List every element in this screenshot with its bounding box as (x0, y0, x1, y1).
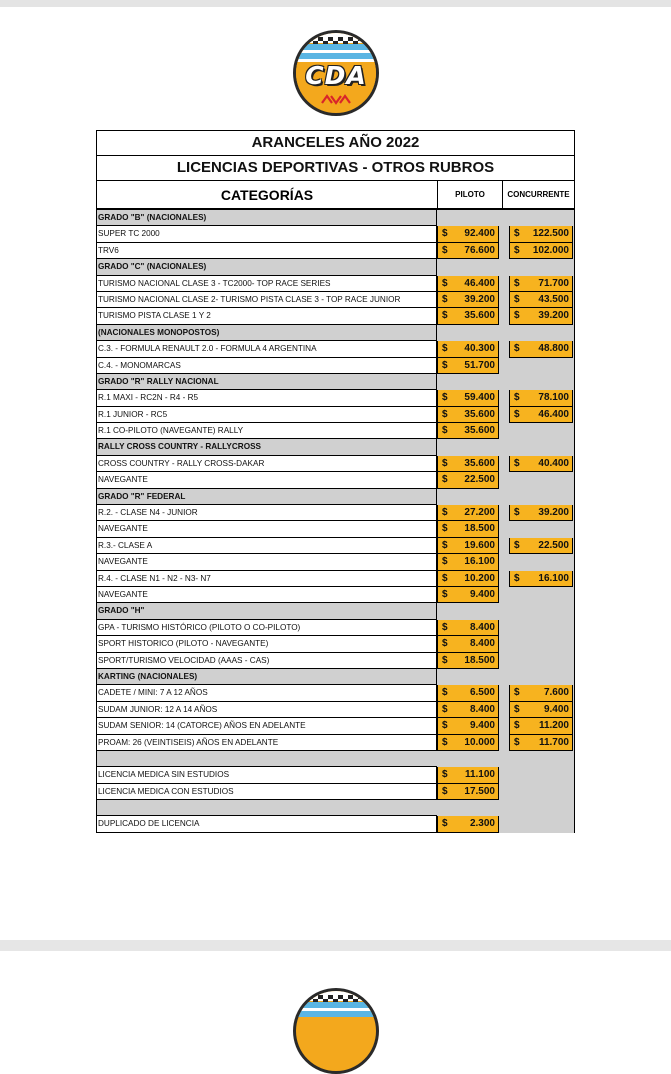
concurrente-fee-cell (509, 292, 573, 308)
currency-symbol: $ (514, 687, 520, 699)
section-header-label: (NACIONALES MONOPOSTOS) (97, 325, 437, 341)
concurrente-fee-cell (509, 423, 573, 439)
title-block (96, 130, 575, 210)
category-cell: LICENCIA MEDICA SIN ESTUDIOS (97, 767, 437, 783)
piloto-fee-cell (437, 735, 499, 751)
category-cell (97, 800, 437, 816)
concurrente-fee-value: 16.100 (538, 572, 569, 584)
table-row (97, 390, 574, 406)
category-cell: TURISMO PISTA CLASE 1 Y 2 (97, 308, 437, 324)
currency-symbol: $ (442, 507, 448, 519)
column-headers (97, 181, 574, 210)
currency-symbol: $ (514, 277, 520, 289)
table-row (97, 423, 574, 439)
category-cell: PROAM: 26 (VEINTISEIS) AÑOS EN ADELANTE (97, 735, 437, 751)
piloto-fee-cell (437, 489, 499, 505)
piloto-fee-value: 10.000 (464, 736, 495, 748)
concurrente-fee-cell (509, 620, 573, 636)
table-row (97, 292, 574, 308)
piloto-fee-cell (437, 390, 499, 406)
piloto-fee-cell (437, 439, 499, 455)
piloto-fee-cell (437, 521, 499, 537)
concurrente-fee-cell (509, 718, 573, 734)
currency-symbol: $ (442, 359, 448, 371)
table-row (97, 358, 574, 374)
currency-symbol: $ (442, 736, 448, 748)
concurrente-fee-cell (509, 816, 573, 832)
piloto-fee-cell (437, 767, 499, 783)
concurrente-fee-cell (509, 210, 573, 226)
cda-logo-text: CDA (305, 61, 367, 90)
piloto-fee-cell (437, 243, 499, 259)
table-row (97, 341, 574, 357)
piloto-fee-cell (437, 456, 499, 472)
currency-symbol: $ (442, 539, 448, 551)
currency-symbol: $ (514, 408, 520, 420)
table-row (97, 456, 574, 472)
currency-symbol: $ (442, 621, 448, 633)
table-row (97, 653, 574, 669)
piloto-fee-cell (437, 259, 499, 275)
currency-symbol: $ (514, 392, 520, 404)
piloto-fee-cell (437, 653, 499, 669)
table-row (97, 702, 574, 718)
table-row (97, 571, 574, 587)
category-cell: R.3.- CLASE A (97, 538, 437, 554)
piloto-fee-cell (437, 685, 499, 701)
category-cell: SPORT/TURISMO VELOCIDAD (AAAS - CAS) (97, 653, 437, 669)
section-header-label: KARTING (NACIONALES) (97, 669, 437, 685)
concurrente-fee-cell (509, 276, 573, 292)
category-cell: TRV6 (97, 243, 437, 259)
section-header-row (97, 374, 574, 390)
piloto-fee-value: 8.400 (469, 638, 495, 650)
currency-symbol: $ (442, 408, 448, 420)
section-header-label: GRADO "H" (97, 603, 437, 619)
currency-symbol: $ (442, 572, 448, 584)
currency-symbol: $ (442, 310, 448, 322)
currency-symbol: $ (442, 523, 448, 535)
piloto-fee-value: 59.400 (464, 392, 495, 404)
concurrente-fee-value: 71.700 (538, 277, 569, 289)
table-row (97, 784, 574, 800)
section-header-label: GRADO "C" (NACIONALES) (97, 259, 437, 275)
category-cell: NAVEGANTE (97, 554, 437, 570)
concurrente-fee-cell (509, 538, 573, 554)
table-row (97, 521, 574, 537)
spacer-row (97, 751, 574, 767)
concurrente-fee-cell (509, 374, 573, 390)
concurrente-fee-value: 22.500 (538, 539, 569, 551)
piloto-fee-value: 2.300 (469, 818, 495, 830)
table-row (97, 538, 574, 554)
currency-symbol: $ (442, 818, 448, 830)
piloto-fee-value: 9.400 (469, 720, 495, 732)
currency-symbol: $ (442, 457, 448, 469)
concurrente-fee-cell (509, 325, 573, 341)
concurrente-fee-value: 11.700 (538, 736, 569, 748)
table-row (97, 472, 574, 488)
fees-table (96, 210, 575, 833)
concurrente-fee-value: 46.400 (538, 408, 569, 420)
piloto-fee-value: 46.400 (464, 277, 495, 289)
currency-symbol: $ (442, 654, 448, 666)
piloto-fee-value: 51.700 (464, 359, 495, 371)
concurrente-fee-cell (509, 489, 573, 505)
piloto-fee-value: 27.200 (464, 507, 495, 519)
table-row (97, 554, 574, 570)
table-row (97, 587, 574, 603)
piloto-fee-cell (437, 669, 499, 685)
piloto-fee-cell (437, 751, 499, 767)
spacer-row (97, 800, 574, 816)
category-cell: C.3. - FORMULA RENAULT 2.0 - FORMULA 4 ARGENTINA (97, 341, 437, 357)
concurrente-fee-cell (509, 767, 573, 783)
piloto-fee-cell (437, 407, 499, 423)
category-cell: SPORT HISTORICO (PILOTO - NAVEGANTE) (97, 636, 437, 652)
piloto-fee-value: 22.500 (464, 474, 495, 486)
category-cell: CADETE / MINI: 7 A 12 AÑOS (97, 685, 437, 701)
piloto-fee-value: 35.600 (464, 425, 495, 437)
category-cell: SUDAM JUNIOR: 12 A 14 AÑOS (97, 702, 437, 718)
currency-symbol: $ (514, 343, 520, 355)
concurrente-fee-cell (509, 784, 573, 800)
piloto-fee-cell (437, 538, 499, 554)
concurrente-fee-cell (509, 554, 573, 570)
table-row (97, 636, 574, 652)
category-cell: R.1 CO-PILOTO (NAVEGANTE) RALLY (97, 423, 437, 439)
category-cell: LICENCIA MEDICA CON ESTUDIOS (97, 784, 437, 800)
concurrente-fee-cell (509, 702, 573, 718)
cda-logo-emblem (296, 991, 376, 1071)
currency-symbol: $ (442, 785, 448, 797)
piloto-fee-value: 8.400 (469, 621, 495, 633)
table-row (97, 735, 574, 751)
concurrente-fee-cell (509, 669, 573, 685)
currency-symbol: $ (442, 425, 448, 437)
concurrente-fee-value: 11.200 (538, 720, 569, 732)
category-cell: TURISMO NACIONAL CLASE 2- TURISMO PISTA CLASE 3 - TOP RACE JUNIOR (97, 292, 437, 308)
concurrente-fee-value: 43.500 (538, 293, 569, 305)
currency-symbol: $ (514, 539, 520, 551)
concurrente-fee-cell (509, 735, 573, 751)
piloto-fee-value: 10.200 (464, 572, 495, 584)
category-cell: SUDAM SENIOR: 14 (CATORCE) AÑOS EN ADELANTE (97, 718, 437, 734)
table-row (97, 620, 574, 636)
column-header-piloto: PILOTO (438, 181, 503, 208)
piloto-fee-cell (437, 784, 499, 800)
concurrente-fee-cell (509, 636, 573, 652)
concurrente-fee-value: 78.100 (538, 392, 569, 404)
category-cell: SUPER TC 2000 (97, 226, 437, 242)
concurrente-fee-value: 7.600 (543, 687, 569, 699)
column-header-category: CATEGORÍAS (97, 181, 438, 208)
category-cell: R.1 MAXI - RC2N - R4 - R5 (97, 390, 437, 406)
piloto-fee-cell (437, 587, 499, 603)
currency-symbol: $ (442, 638, 448, 650)
piloto-fee-cell (437, 718, 499, 734)
currency-symbol: $ (442, 228, 448, 240)
section-header-row (97, 489, 574, 505)
currency-symbol: $ (442, 556, 448, 568)
section-header-row (97, 669, 574, 685)
piloto-fee-cell (437, 210, 499, 226)
piloto-fee-value: 92.400 (464, 228, 495, 240)
cda-logo (293, 30, 379, 116)
piloto-fee-cell (437, 816, 499, 832)
concurrente-fee-cell (509, 390, 573, 406)
piloto-fee-value: 11.100 (464, 769, 495, 781)
currency-symbol: $ (514, 720, 520, 732)
piloto-fee-cell (437, 308, 499, 324)
cda-logo-next-page (293, 988, 379, 1074)
concurrente-fee-cell (509, 571, 573, 587)
table-row (97, 308, 574, 324)
piloto-fee-cell (437, 505, 499, 521)
category-cell (97, 751, 437, 767)
currency-symbol: $ (442, 293, 448, 305)
currency-symbol: $ (442, 687, 448, 699)
concurrente-fee-cell (509, 407, 573, 423)
category-cell: NAVEGANTE (97, 472, 437, 488)
concurrente-fee-cell (509, 521, 573, 537)
category-cell: R.2. - CLASE N4 - JUNIOR (97, 505, 437, 521)
section-header-label: RALLY CROSS COUNTRY - RALLYCROSS (97, 439, 437, 455)
currency-symbol: $ (514, 736, 520, 748)
piloto-fee-value: 40.300 (464, 343, 495, 355)
concurrente-fee-cell (509, 751, 573, 767)
currency-symbol: $ (514, 572, 520, 584)
concurrente-fee-cell (509, 259, 573, 275)
section-header-label: GRADO "R" FEDERAL (97, 489, 437, 505)
currency-symbol: $ (514, 228, 520, 240)
table-row (97, 685, 574, 701)
concurrente-fee-value: 39.200 (538, 507, 569, 519)
section-header-label: GRADO "B" (NACIONALES) (97, 210, 437, 226)
category-cell: TURISMO NACIONAL CLASE 3 - TC2000- TOP RACE SERIES (97, 276, 437, 292)
concurrente-fee-value: 122.500 (532, 228, 569, 240)
piloto-fee-cell (437, 226, 499, 242)
piloto-fee-cell (437, 358, 499, 374)
category-cell: DUPLICADO DE LICENCIA (97, 816, 437, 832)
piloto-fee-cell (437, 636, 499, 652)
category-cell: R.1 JUNIOR - RC5 (97, 407, 437, 423)
piloto-fee-value: 18.500 (464, 523, 495, 535)
concurrente-fee-value: 102.000 (532, 244, 569, 256)
page-separator (0, 940, 671, 951)
concurrente-fee-cell (509, 439, 573, 455)
currency-symbol: $ (442, 277, 448, 289)
category-cell: GPA - TURISMO HISTÓRICO (PILOTO O CO-PILOTO) (97, 620, 437, 636)
piloto-fee-value: 35.600 (464, 310, 495, 322)
piloto-fee-cell (437, 702, 499, 718)
piloto-fee-value: 19.600 (464, 539, 495, 551)
piloto-fee-cell (437, 276, 499, 292)
currency-symbol: $ (442, 244, 448, 256)
currency-symbol: $ (442, 769, 448, 781)
concurrente-fee-cell (509, 341, 573, 357)
concurrente-fee-cell (509, 800, 573, 816)
piloto-fee-cell (437, 800, 499, 816)
piloto-fee-value: 17.500 (464, 785, 495, 797)
currency-symbol: $ (514, 507, 520, 519)
section-header-row (97, 603, 574, 619)
category-cell: NAVEGANTE (97, 587, 437, 603)
piloto-fee-cell (437, 292, 499, 308)
viewer-top-bar (0, 0, 671, 7)
table-row (97, 226, 574, 242)
category-cell: C.4. - MONOMARCAS (97, 358, 437, 374)
concurrente-fee-cell (509, 587, 573, 603)
piloto-fee-cell (437, 325, 499, 341)
currency-symbol: $ (514, 244, 520, 256)
concurrente-fee-cell (509, 226, 573, 242)
currency-symbol: $ (442, 588, 448, 600)
piloto-fee-cell (437, 603, 499, 619)
section-header-row (97, 210, 574, 226)
concurrente-fee-value: 40.400 (538, 457, 569, 469)
piloto-fee-cell (437, 571, 499, 587)
column-header-concurrente: CONCURRENTE (507, 190, 570, 199)
concurrente-fee-value: 39.200 (538, 310, 569, 322)
piloto-fee-value: 18.500 (464, 654, 495, 666)
concurrente-fee-cell (509, 243, 573, 259)
category-cell: R.4. - CLASE N1 - N2 - N3- N7 (97, 571, 437, 587)
concurrente-fee-cell (509, 603, 573, 619)
table-row (97, 816, 574, 832)
piloto-fee-value: 39.200 (464, 293, 495, 305)
piloto-fee-value: 9.400 (469, 588, 495, 600)
piloto-fee-cell (437, 554, 499, 570)
concurrente-fee-value: 48.800 (538, 343, 569, 355)
piloto-fee-value: 16.100 (464, 556, 495, 568)
piloto-fee-cell (437, 620, 499, 636)
concurrente-fee-value: 9.400 (543, 703, 569, 715)
piloto-fee-cell (437, 374, 499, 390)
currency-symbol: $ (514, 293, 520, 305)
currency-symbol: $ (514, 457, 520, 469)
concurrente-fee-cell (509, 685, 573, 701)
table-row (97, 718, 574, 734)
section-header-row (97, 325, 574, 341)
concurrente-fee-cell (509, 358, 573, 374)
table-row (97, 767, 574, 783)
document-title: ARANCELES AÑO 2022 (97, 131, 574, 156)
currency-symbol: $ (442, 392, 448, 404)
piloto-fee-value: 8.400 (469, 703, 495, 715)
piloto-fee-value: 35.600 (464, 408, 495, 420)
currency-symbol: $ (442, 703, 448, 715)
table-row (97, 276, 574, 292)
category-cell: NAVEGANTE (97, 521, 437, 537)
piloto-fee-value: 6.500 (469, 687, 495, 699)
currency-symbol: $ (514, 703, 520, 715)
table-row (97, 505, 574, 521)
currency-symbol: $ (442, 343, 448, 355)
section-header-row (97, 259, 574, 275)
section-header-label: GRADO "R" RALLY NACIONAL (97, 374, 437, 390)
piloto-fee-value: 35.600 (464, 457, 495, 469)
concurrente-fee-cell (509, 472, 573, 488)
fees-document (96, 130, 575, 833)
document-subtitle: LICENCIAS DEPORTIVAS - OTROS RUBROS (97, 156, 574, 181)
concurrente-fee-cell (509, 653, 573, 669)
piloto-fee-cell (437, 423, 499, 439)
section-header-row (97, 439, 574, 455)
piloto-fee-cell (437, 341, 499, 357)
currency-symbol: $ (442, 474, 448, 486)
table-row (97, 243, 574, 259)
concurrente-fee-cell (509, 308, 573, 324)
currency-symbol: $ (514, 310, 520, 322)
table-row (97, 407, 574, 423)
category-cell: CROSS COUNTRY - RALLY CROSS-DAKAR (97, 456, 437, 472)
piloto-fee-value: 76.600 (464, 244, 495, 256)
concurrente-fee-cell (509, 456, 573, 472)
piloto-fee-cell (437, 472, 499, 488)
currency-symbol: $ (442, 720, 448, 732)
concurrente-fee-cell (509, 505, 573, 521)
